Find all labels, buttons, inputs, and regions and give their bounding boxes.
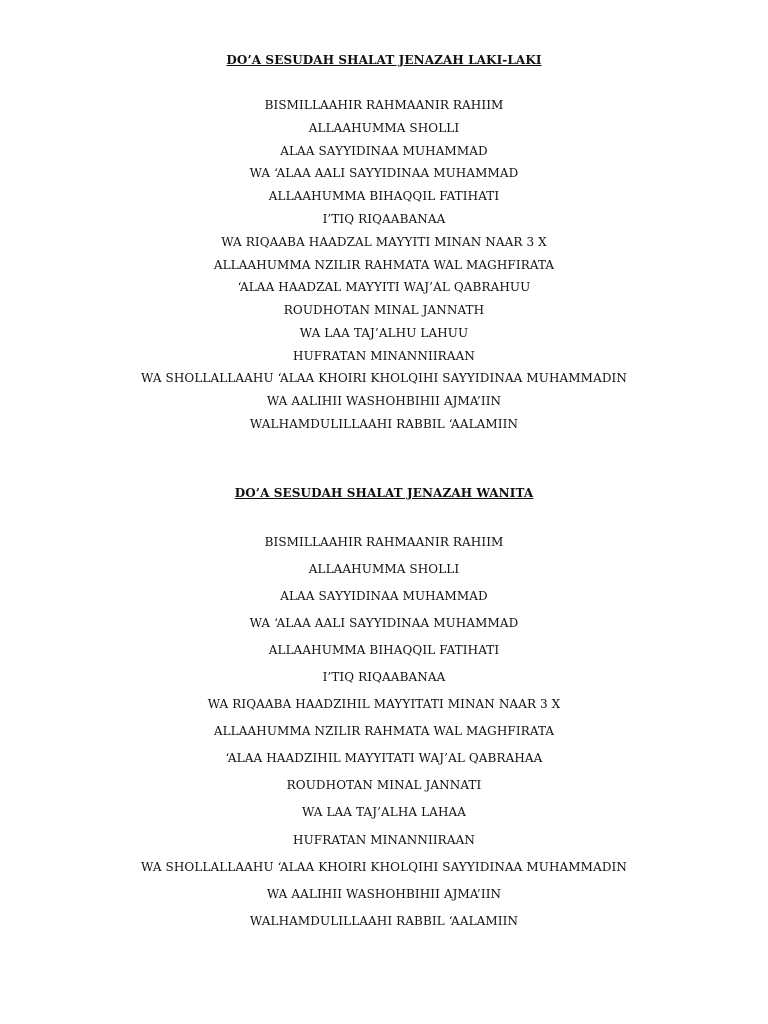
prayer-line: ALLAAHUMMA NZILIR RAHMATA WAL MAGHFIRATA bbox=[213, 258, 555, 272]
prayer-line: WA SHOLLALLAAHU ‘ALAA KHOIRI KHOLQIHI SAYYIDINAA MUHAMMADIN bbox=[140, 371, 627, 385]
prayer-line: ALLAAHUMMA SHOLLI bbox=[308, 562, 460, 576]
prayer-line: WA LAA TAJ’ALHA LAHAA bbox=[301, 805, 467, 819]
prayer-line: HUFRATAN MINANNIIRAAN bbox=[293, 349, 475, 363]
prayer-line: ALLAAHUMMA BIHAQQIL FATIHATI bbox=[268, 189, 500, 203]
prayer-line: WA ‘ALAA AALI SAYYIDINAA MUHAMMAD bbox=[249, 616, 519, 630]
prayer-line: I’TIQ RIQAABANAA bbox=[322, 212, 446, 226]
prayer-line: ROUDHOTAN MINAL JANNATH bbox=[283, 303, 485, 317]
prayer-line: HUFRATAN MINANNIIRAAN bbox=[293, 833, 475, 847]
prayer-line: ‘ALAA HAADZAL MAYYITI WAJ’AL QABRAHUU bbox=[237, 280, 531, 294]
prayer-line: ALLAAHUMMA BIHAQQIL FATIHATI bbox=[268, 643, 500, 657]
section-title-wanita: DO’A SESUDAH SHALAT JENAZAH WANITA bbox=[234, 486, 534, 500]
section-title-laki-laki: DO’A SESUDAH SHALAT JENAZAH LAKI-LAKI bbox=[226, 53, 542, 67]
prayer-line: ALLAAHUMMA SHOLLI bbox=[308, 121, 460, 135]
prayer-line: WA RIQAABA HAADZAL MAYYITI MINAN NAAR 3 X bbox=[221, 235, 547, 249]
prayer-line: ALAA SAYYIDINAA MUHAMMAD bbox=[280, 144, 488, 158]
prayer-line: ALAA SAYYIDINAA MUHAMMAD bbox=[280, 589, 488, 603]
prayer-line: WALHAMDULILLAAHI RABBIL ‘AALAMIIN bbox=[249, 417, 519, 431]
prayer-line: ROUDHOTAN MINAL JANNATI bbox=[286, 778, 482, 792]
prayer-line: WA LAA TAJ’ALHU LAHUU bbox=[299, 326, 469, 340]
prayer-line: WA RIQAABA HAADZIHIL MAYYITATI MINAN NAAR 3 X bbox=[207, 697, 561, 711]
prayer-line: BISMILLAAHIR RAHMAANIR RAHIIM bbox=[264, 535, 504, 549]
prayer-line: WA ‘ALAA AALI SAYYIDINAA MUHAMMAD bbox=[249, 166, 519, 180]
prayer-line: WA AALIHII WASHOHBIHII AJMA’IIN bbox=[266, 394, 502, 408]
prayer-line: BISMILLAAHIR RAHMAANIR RAHIIM bbox=[264, 98, 504, 112]
prayer-line: WALHAMDULILLAAHI RABBIL ‘AALAMIIN bbox=[249, 914, 519, 928]
prayer-line: ‘ALAA HAADZIHIL MAYYITATI WAJ’AL QABRAHAA bbox=[225, 751, 543, 765]
prayer-line: ALLAAHUMMA NZILIR RAHMATA WAL MAGHFIRATA bbox=[213, 724, 555, 738]
prayer-line: WA AALIHII WASHOHBIHII AJMA’IIN bbox=[266, 887, 502, 901]
prayer-line: I’TIQ RIQAABANAA bbox=[322, 670, 446, 684]
prayer-line: WA SHOLLALLAAHU ‘ALAA KHOIRI KHOLQIHI SAYYIDINAA MUHAMMADIN bbox=[140, 860, 627, 874]
